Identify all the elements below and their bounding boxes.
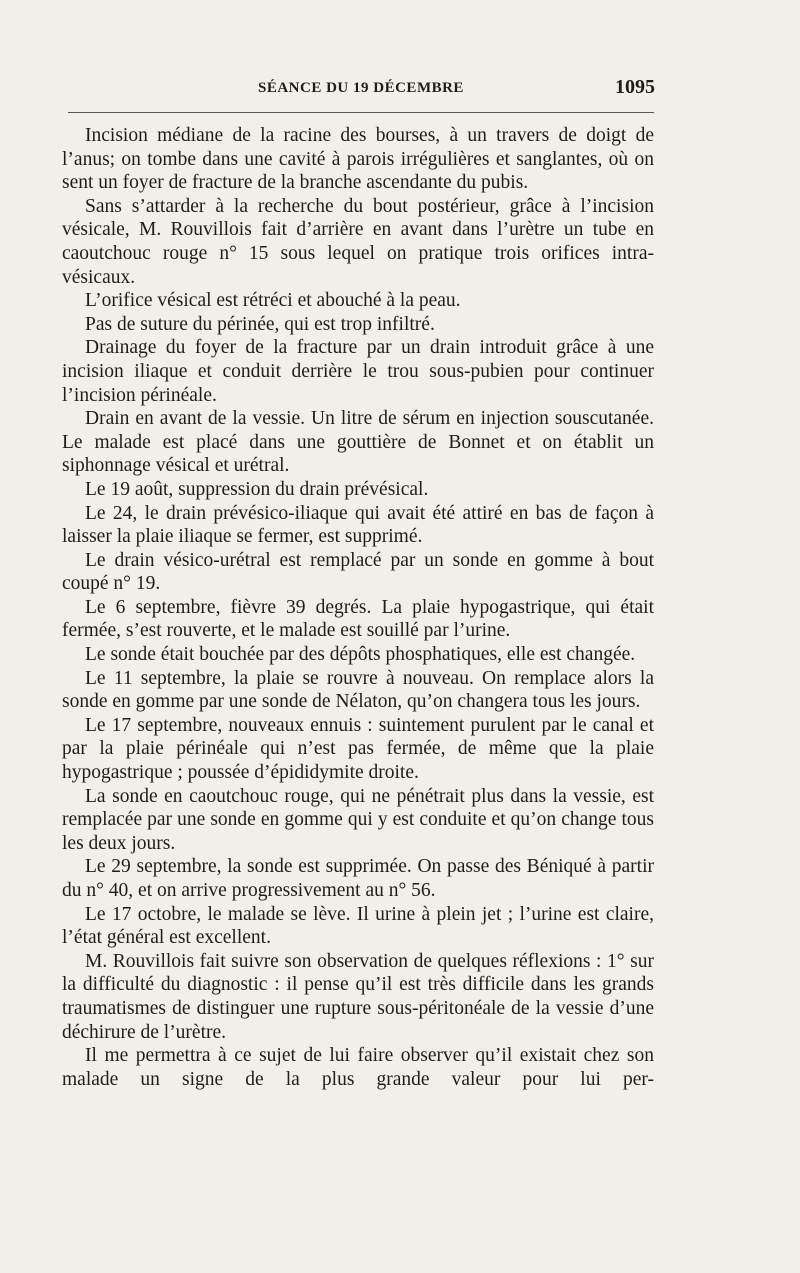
paragraph: Incision médiane de la racine des bourses, à un travers de doigt de l’anus; on tombe dans une cavité à parois irrégulières et sanglantes, où on sent un foyer de fracture de la branche ascendante du pubis. (62, 125, 654, 194)
page-number: 1095 (615, 76, 655, 98)
paragraph: Drain en avant de la vessie. Un litre de sérum en injection souscutanée. Le malade est placé dans une gouttière de Bonnet et on établit un siphonnage vésical et urétral. (62, 408, 654, 477)
paragraph: Drainage du foyer de la fracture par un drain introduit grâce à une incision iliaque et conduit derrière le trou sous-pubien pour continuer l’incision périnéale. (62, 337, 654, 406)
paragraph: Le 24, le drain prévésico-iliaque qui avait été attiré en bas de façon à laisser la plaie iliaque se fermer, est supprimé. (62, 502, 654, 548)
header-rule (68, 112, 654, 113)
paragraph: Le 19 août, suppression du drain prévésical. (85, 478, 429, 500)
running-header (62, 74, 655, 102)
body-text (62, 124, 654, 1091)
paragraph: La sonde en caoutchouc rouge, qui ne pénétrait plus dans la vessie, est remplacée par une sonde en gomme qui y est conduite et qu’on change tous les deux jours. (62, 785, 654, 854)
paragraph: Sans s’attarder à la recherche du bout postérieur, grâce à l’incision vésicale, M. Rouvillois fait d’arrière en avant dans l’urètre un tube en caoutchouc rouge n° 15 sous lequel on pratique trois orifices intra-vésicaux. (62, 195, 654, 288)
paragraph: Le drain vésico-urétral est remplacé par un sonde en gomme à bout coupé n° 19. (62, 549, 654, 595)
paragraph: Le sonde était bouchée par des dépôts phosphatiques, elle est changée. (85, 644, 636, 666)
paragraph: L’orifice vésical est rétréci et abouché à la peau. (85, 290, 461, 312)
paragraph: Pas de suture du périnée, qui est trop infiltré. (85, 313, 435, 335)
header-title: SÉANCE DU 19 DÉCEMBRE (258, 80, 464, 96)
paragraph: Le 6 septembre, fièvre 39 degrés. La plaie hypogastrique, qui était fermée, s’est rouverte, et le malade est souillé par l’urine. (62, 596, 654, 642)
paragraph: M. Rouvillois fait suivre son observation de quelques réflexions : 1° sur la difficulté du diagnostic : il pense qu’il est très difficile dans les grands traumatismes de distinguer une rupture sous-péritonéale de la vessie d’une déchirure de l’urètre. (62, 950, 654, 1043)
paragraph: Le 17 octobre, le malade se lève. Il urine à plein jet ; l’urine est claire, l’état général est excellent. (62, 903, 654, 949)
paragraph: Le 17 septembre, nouveaux ennuis : suintement purulent par le canal et par la plaie périnéale qui n’est pas fermée, de même que la plaie hypogastrique ; poussée d’épididymite droite. (62, 714, 654, 784)
paragraph: Le 29 septembre, la sonde est supprimée. On passe des Béniqué à partir du n° 40, et on arrive progressivement au n° 56. (62, 856, 654, 901)
paragraph: Il me permettra à ce sujet de lui faire observer qu’il existait chez son malade un signe de la plus grande valeur pour lui per- (62, 1045, 654, 1090)
paragraph: Le 11 septembre, la plaie se rouvre à nouveau. On remplace alors la sonde en gomme par une sonde de Nélaton, qu’on changera tous les jours. (62, 667, 654, 713)
